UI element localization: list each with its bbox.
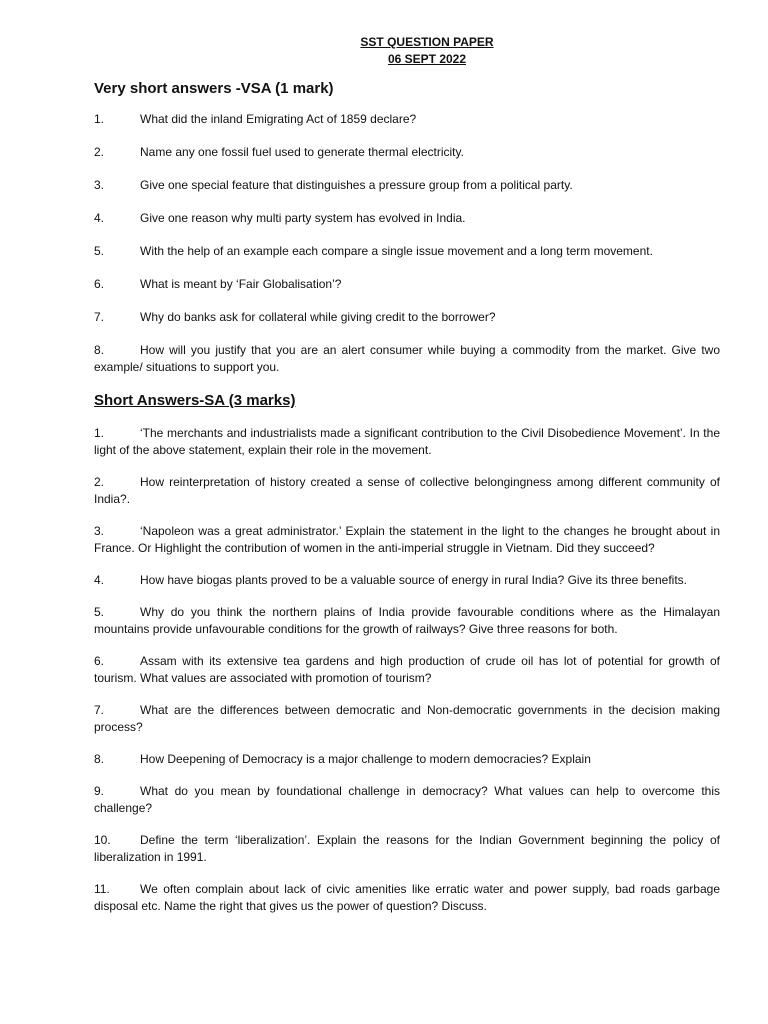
- question-text: Give one reason why multi party system has evolved in India.: [140, 211, 466, 225]
- question-text: How will you justify that you are an alert consumer while buying a commodity from the market. Give two example/ situations to support you.: [94, 343, 720, 374]
- vsa-question: [94, 144, 720, 161]
- question-text: With the help of an example each compare a single issue movement and a long term movement.: [140, 244, 653, 258]
- question-number: 2.: [94, 145, 105, 159]
- vsa-section: [94, 80, 720, 376]
- paper-header: [134, 34, 720, 68]
- vsa-question: [94, 309, 720, 326]
- question-text: We often complain about lack of civic amenities like erratic water and power supply, bad roads garbage disposal etc. Name the right that gives us the power of question? Discuss.: [94, 882, 720, 913]
- question-number: 9.: [94, 784, 105, 798]
- question-text: What do you mean by foundational challenge in democracy? What values can help to overcome this challenge?: [94, 784, 720, 815]
- sa-section-title: Short Answers-SA (3 marks): [94, 392, 296, 409]
- vsa-question: [94, 243, 720, 260]
- question-text: What did the inland Emigrating Act of 1859 declare?: [140, 112, 417, 126]
- question-number: 3.: [94, 178, 105, 192]
- vsa-question-list: [94, 111, 720, 376]
- sa-question: [94, 751, 720, 768]
- question-text: How Deepening of Democracy is a major challenge to modern democracies? Explain: [140, 752, 591, 766]
- sa-question: [94, 881, 720, 915]
- paper-date: 06 SEPT 2022: [387, 52, 467, 66]
- question-text: Assam with its extensive tea gardens and high production of crude oil has lot of potential for growth of tourism. What values are associated with promotion of tourism?: [94, 654, 720, 685]
- question-text: ‘Napoleon was a great administrator.’ Explain the statement in the light to the changes he brought about in France. Or Highlight the contribution of women in the anti-imperial struggle in Vietnam. Did they succeed?: [94, 524, 720, 555]
- question-text: What are the differences between democratic and Non-democratic governments in the decision making process?: [94, 703, 720, 734]
- question-number: 4.: [94, 211, 105, 225]
- question-number: 1.: [94, 426, 105, 440]
- question-text: Name any one fossil fuel used to generate thermal electricity.: [140, 145, 464, 159]
- vsa-question: [94, 342, 720, 376]
- question-number: 2.: [94, 475, 105, 489]
- question-number: 10.: [94, 833, 111, 847]
- sa-question: [94, 604, 720, 638]
- question-text: What is meant by ‘Fair Globalisation’?: [140, 277, 342, 291]
- paper-title: SST QUESTION PAPER: [360, 35, 494, 49]
- question-number: 5.: [94, 605, 105, 619]
- sa-question: [94, 572, 720, 589]
- question-number: 8.: [94, 752, 105, 766]
- question-number: 6.: [94, 654, 105, 668]
- question-text: Define the term ‘liberalization’. Explain the reasons for the Indian Government beginning the policy of liberalization in 1991.: [94, 833, 720, 864]
- sa-question: [94, 832, 720, 866]
- vsa-question: [94, 210, 720, 227]
- sa-question: [94, 653, 720, 687]
- vsa-question: [94, 111, 720, 128]
- question-text: Give one special feature that distinguishes a pressure group from a political party.: [140, 178, 573, 192]
- question-number: 1.: [94, 112, 105, 126]
- question-text: ‘The merchants and industrialists made a significant contribution to the Civil Disobedience Movement’. In the light of the above statement, explain their role in the movement.: [94, 426, 720, 457]
- question-number: 4.: [94, 573, 105, 587]
- question-number: 3.: [94, 524, 105, 538]
- vsa-question: [94, 177, 720, 194]
- sa-question: [94, 783, 720, 817]
- question-number: 7.: [94, 310, 105, 324]
- sa-question: [94, 702, 720, 736]
- question-number: 5.: [94, 244, 105, 258]
- question-text: How reinterpretation of history created a sense of collective belongingness among different community of India?.: [94, 475, 720, 506]
- question-number: 7.: [94, 703, 105, 717]
- question-text: Why do banks ask for collateral while giving credit to the borrower?: [140, 310, 496, 324]
- sa-question: [94, 523, 720, 557]
- question-number: 11.: [94, 882, 110, 896]
- question-number: 6.: [94, 277, 105, 291]
- question-text: Why do you think the northern plains of India provide favourable conditions where as the Himalayan mountains provide unfavourable conditions for the growth of railways? Give three reasons for both.: [94, 605, 720, 636]
- sa-question-list: [94, 425, 720, 915]
- question-text: How have biogas plants proved to be a valuable source of energy in rural India? Give its three benefits.: [140, 573, 687, 587]
- sa-question: [94, 425, 720, 459]
- sa-section: [94, 392, 720, 915]
- question-number: 8.: [94, 343, 105, 357]
- vsa-question: [94, 276, 720, 293]
- vsa-section-title: Very short answers -VSA (1 mark): [94, 80, 334, 97]
- sa-question: [94, 474, 720, 508]
